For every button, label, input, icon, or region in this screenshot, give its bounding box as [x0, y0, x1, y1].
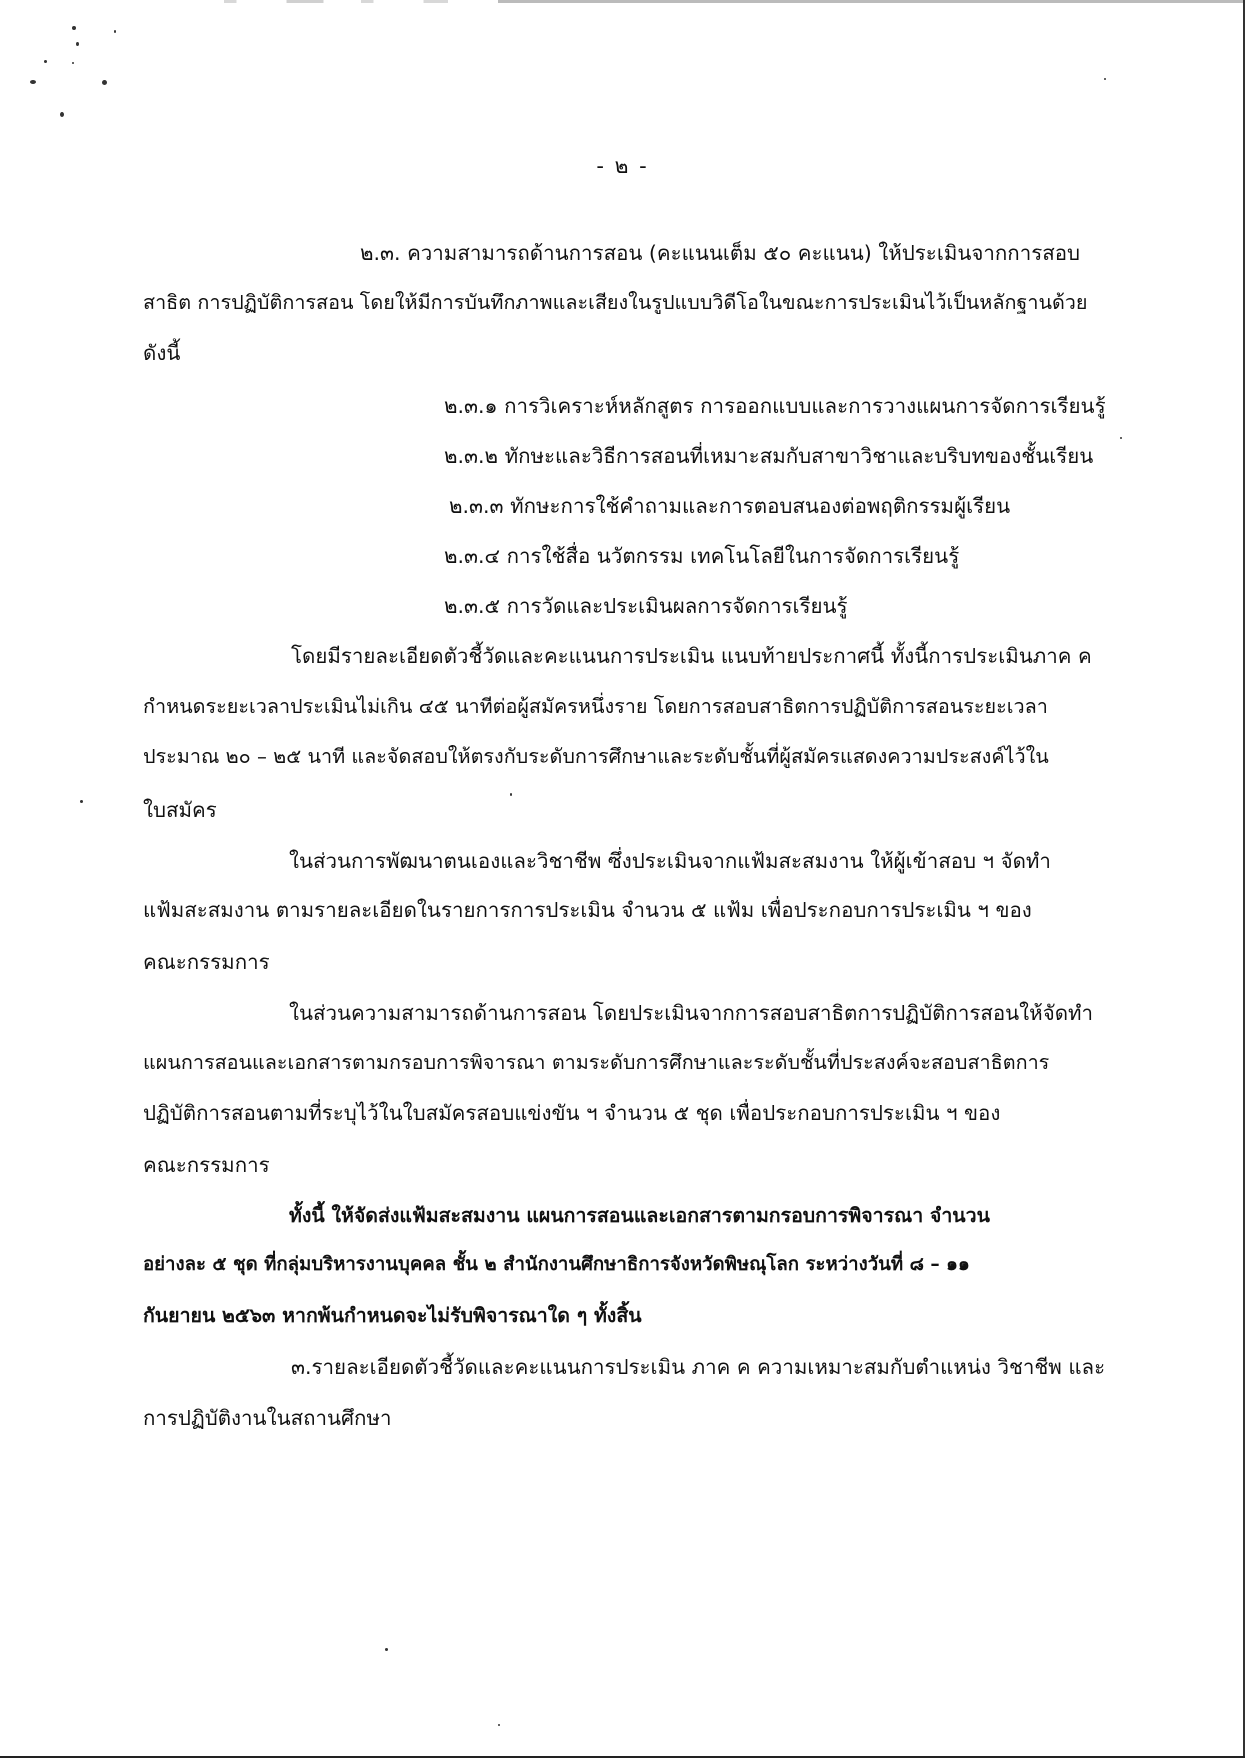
section-2-3-line-1: ๒.๓. ความสามารถด้านการสอน (คะแนนเต็ม ๕๐ คะแนน) ให้ประเมินจากการสอบ	[360, 241, 1081, 265]
submission-line-3: กันยายน ๒๕๖๓ หากพ้นกำหนดจะไม่รับพิจารณาใด ๆ ทั้งสิ้น	[143, 1304, 642, 1327]
scan-speck	[1104, 78, 1106, 80]
teaching-line-1: ในส่วนความสามารถด้านการสอน โดยประเมินจากการสอบสาธิตการปฏิบัติการสอนให้จัดทำ	[289, 1001, 1094, 1025]
subitem-2-3-4: ๒.๓.๔ การใช้สื่อ นวัตกรรม เทคโนโลยีในการจัดการเรียนรู้	[444, 544, 960, 568]
portfolio-line-1: ในส่วนการพัฒนาตนเองและวิชาชีพ ซึ่งประเมินจากแฟ้มสะสมงาน ให้ผู้เข้าสอบ ฯ จัดทำ	[289, 849, 1051, 873]
submission-line-1: ทั้งนี้ ให้จัดส่งแฟ้มสะสมงาน แผนการสอนและเอกสารตามกรอบการพิจารณา จำนวน	[289, 1204, 990, 1227]
scan-speck	[114, 30, 116, 33]
scan-speck	[76, 42, 79, 46]
subitem-2-3-2: ๒.๓.๒ ทักษะและวิธีการสอนที่เหมาะสมกับสาขาวิชาและบริบทของชั้นเรียน	[444, 444, 1094, 468]
section-3-line-2: การปฏิบัติงานในสถานศึกษา	[143, 1406, 392, 1430]
teaching-line-3: ปฏิบัติการสอนตามที่ระบุไว้ในใบสมัครสอบแข่งขัน ฯ จำนวน ๕ ชุด เพื่อประกอบการประเมิน ฯ ของ	[143, 1101, 1001, 1125]
scan-speck	[1120, 437, 1122, 439]
page-number: - ๒ -	[596, 154, 649, 178]
section-2-3-line-3: ดังนี้	[143, 341, 181, 365]
scan-speck	[80, 800, 83, 803]
portfolio-line-3: คณะกรรมการ	[143, 950, 270, 974]
subitem-2-3-5: ๒.๓.๕ การวัดและประเมินผลการจัดการเรียนรู้	[444, 594, 848, 618]
scan-speck	[385, 1648, 388, 1651]
details-line-1: โดยมีรายละเอียดตัวชี้วัดและคะแนนการประเมิน แนบท้ายประกาศนี้ ทั้งนี้การประเมินภาค ค	[291, 644, 1092, 668]
scan-speck	[72, 26, 76, 30]
details-line-2: กำหนดระยะเวลาประเมินไม่เกิน ๔๕ นาทีต่อผู้สมัครหนึ่งราย โดยการสอบสาธิตการปฏิบัติการสอนระยะเวลา	[143, 695, 1048, 718]
scan-speck	[72, 62, 74, 64]
subitem-2-3-3: ๒.๓.๓ ทักษะการใช้คำถามและการตอบสนองต่อพฤติกรรมผู้เรียน	[449, 494, 1011, 518]
teaching-line-4: คณะกรรมการ	[143, 1153, 270, 1177]
scan-speck	[30, 80, 36, 84]
scan-speck	[60, 112, 64, 117]
subitem-2-3-1: ๒.๓.๑ การวิเคราะห์หลักสูตร การออกแบบและการวางแผนการจัดการเรียนรู้	[444, 394, 1106, 418]
section-3-line-1: ๓.รายละเอียดตัวชี้วัดและคะแนนการประเมิน ภาค ค ความเหมาะสมกับตำแหน่ง วิชาชีพ และ	[291, 1355, 1106, 1379]
submission-line-2: อย่างละ ๕ ชุด ที่กลุ่มบริหารงานบุคคล ชั้น ๒ สำนักงานศึกษาธิการจังหวัดพิษณุโลก ระหว่างวันที่ ๘ – ๑๑	[143, 1254, 970, 1275]
details-line-3: ประมาณ ๒๐ – ๒๕ นาที และจัดสอบให้ตรงกับระดับการศึกษาและระดับชั้นที่ผู้สมัครแสดงความประสงค์ไว้ใน	[143, 745, 1049, 768]
portfolio-line-2: แฟ้มสะสมงาน ตามรายละเอียดในรายการการประเมิน จำนวน ๕ แฟ้ม เพื่อประกอบการประเมิน ฯ ของ	[143, 898, 1032, 922]
scan-speck	[510, 793, 512, 796]
scan-top-edge	[0, 0, 1245, 3]
details-line-4: ใบสมัคร	[143, 798, 217, 822]
section-2-3-line-2: สาธิต การปฏิบัติการสอน โดยให้มีการบันทึกภาพและเสียงในรูปแบบวิดีโอในขณะการประเมินไว้เป็นหลักฐานด้วย	[143, 291, 1088, 314]
scan-speck	[44, 60, 47, 63]
scan-speck	[498, 1724, 500, 1726]
teaching-line-2: แผนการสอนและเอกสารตามกรอบการพิจารณา ตามระดับการศึกษาและระดับชั้นที่ประสงค์จะสอบสาธิตการ	[143, 1051, 1050, 1074]
scan-speck	[102, 80, 107, 85]
